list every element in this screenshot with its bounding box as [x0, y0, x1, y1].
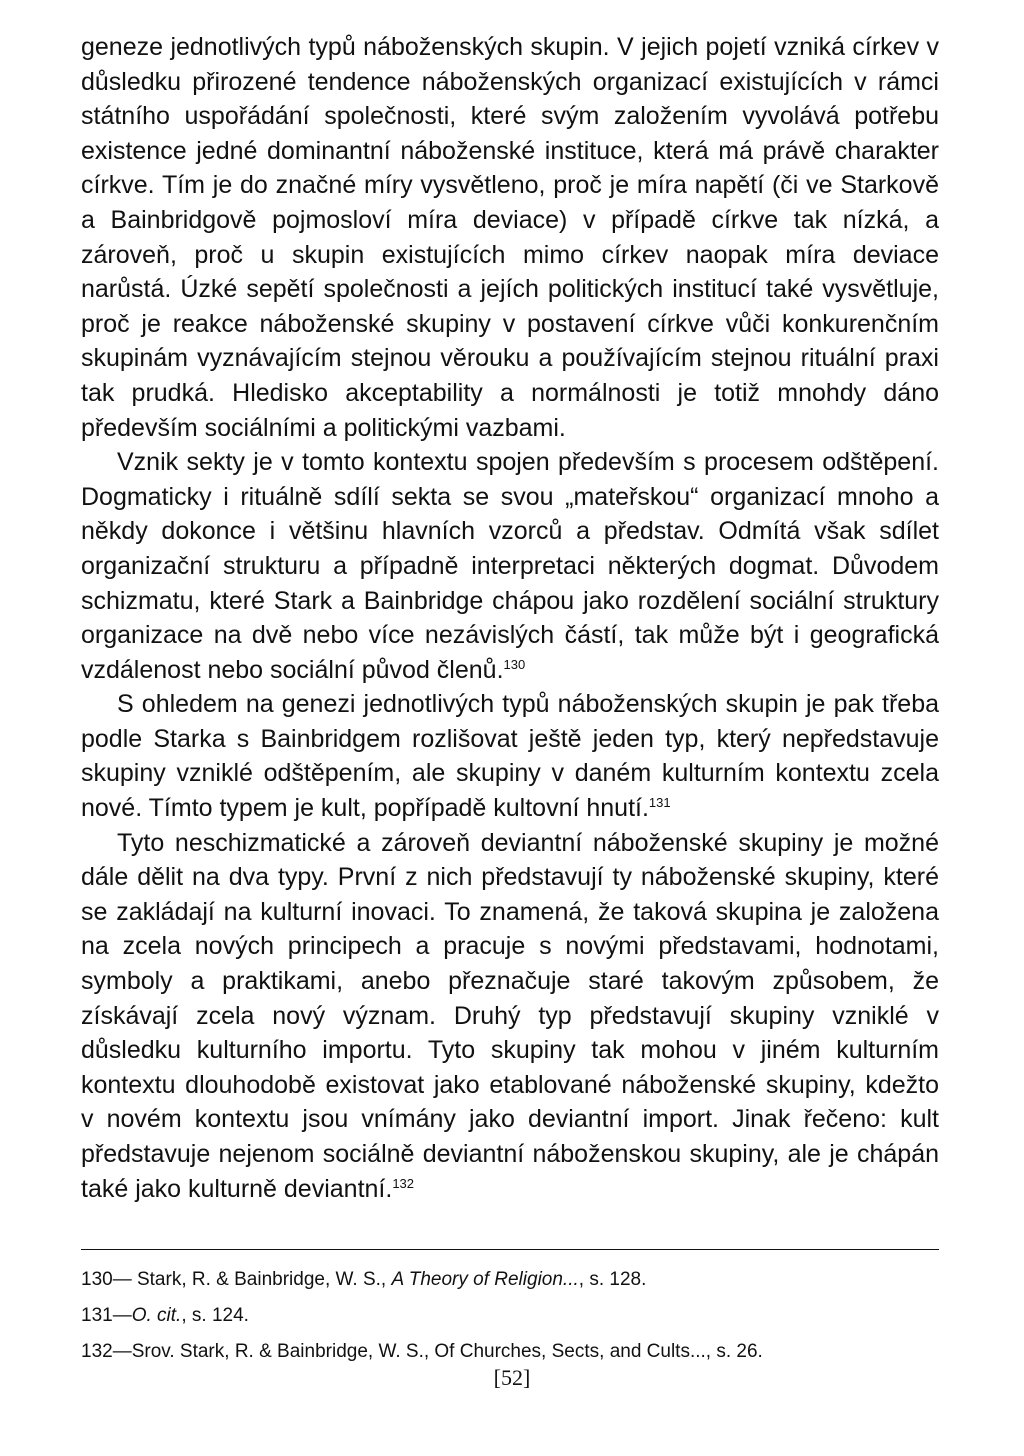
footnote-divider	[81, 1249, 939, 1250]
footnote-text-end: , s. 124.	[181, 1305, 249, 1326]
footnote-text: Srov. Stark, R. & Bainbridge, W. S., Of Churches, Sects, and Cults..., s. 26.	[131, 1341, 763, 1362]
paragraph-2	[81, 445, 939, 687]
page-number: [52]	[493, 1365, 531, 1390]
footnote-131	[81, 1298, 939, 1334]
footnote-reference[interactable]: 131	[648, 795, 671, 811]
footnote-separator: —	[112, 1269, 137, 1290]
paragraph-text: geneze jednotlivých typů náboženských skupin. V jejich pojetí vzniká církev v důsledku přirozené tendence náboženských organizací existujících v rámci státního uspořádání společnosti, které svým založením vyvolává potřebu existence jedné dominantní náboženské instituce, která má právě charakter církve. Tím je do značné míry vysvětleno, proč je míra napětí (či ve Starkově a Bainbridgově pojmosloví míra deviace) v případě církve tak nízká, a zároveň, proč u skupin existujících mimo církev naopak míra deviace narůstá. Úzké sepětí společnosti a jejích politických institucí také vysvětluje, proč je reakce náboženské skupiny v postavení církve vůči konkurenčním skupinám vyznávajícím stejnou věrouku a používajícím stejnou rituální praxi tak prudká. Hledisko akceptability a normálnosti je totiž mnohdy dáno především sociálními a politickými vazbami.	[81, 33, 939, 442]
paragraph-1	[81, 30, 939, 445]
footnote-text: Stark, R. & Bainbridge, W. S.,	[136, 1269, 392, 1290]
footnote-separator: —	[112, 1305, 132, 1326]
paragraph-3	[81, 687, 939, 825]
footnote-text-end: , s. 128.	[578, 1269, 647, 1290]
footnote-number: 130	[81, 1269, 113, 1290]
main-text	[81, 30, 939, 1206]
footnote-title: O. cit.	[131, 1305, 182, 1326]
footnote-number: 131	[81, 1305, 113, 1326]
footnote-title: A Theory of Religion...	[391, 1269, 579, 1290]
paragraph-text: Tyto neschizmatické a zároveň deviantní náboženské skupiny je možné dále dělit na dva typy. První z nich představují ty náboženské skupiny, které se zakládají na kulturní inovaci. To znamená, že taková skupina je založena na zcela nových principech a pracuje s novými představami, hodnotami, symboly a praktikami, anebo přeznačuje staré takovým způsobem, že získávají zcela nový význam. Druhý typ představují skupiny vzniklé v důsledku kulturního importu. Tyto skupiny tak mohou v jiném kulturním kontextu dlouhodobě existovat jako etablované náboženské skupiny, kdežto v novém kontextu jsou vnímány jako deviantní import. Jinak řečeno: kult představuje nejenom sociálně deviantní náboženskou skupiny, ale je chápán také jako kulturně deviantní.	[81, 828, 939, 1203]
paragraph-text: S ohledem na genezi jednotlivých typů náboženských skupin je pak třeba podle Starka s Bainbridgem rozlišovat ještě jeden typ, který nepředstavuje skupiny vzniklé odštěpením, ale skupiny v daném kulturním kontextu zcela nové. Tímto typem je kult, popřípadě kultovní hnutí.	[81, 690, 939, 823]
footnote-reference[interactable]: 130	[503, 656, 526, 672]
footnotes	[81, 1262, 939, 1370]
footnote-separator: —	[112, 1341, 132, 1362]
paragraph-text: Vznik sekty je v tomto kontextu spojen především s procesem odštěpení. Dogmaticky i rituálně sdílí sekta se svou „mateřskou“ organizací mnoho a někdy dokonce i většinu hlavních vzorců a představ. Odmítá však sdílet organizační strukturu a případně interpretaci některých dogmat. Důvodem schizmatu, které Stark a Bainbridge chápou jako rozdělení sociální struktury organizace na dvě nebo více nezávislých částí, tak může být i geografická vzdálenost nebo sociální původ členů.	[81, 448, 939, 684]
footnote-number: 132	[81, 1341, 113, 1362]
footnote-130	[81, 1262, 939, 1298]
footnote-reference[interactable]: 132	[392, 1175, 415, 1191]
paragraph-4	[81, 826, 939, 1207]
